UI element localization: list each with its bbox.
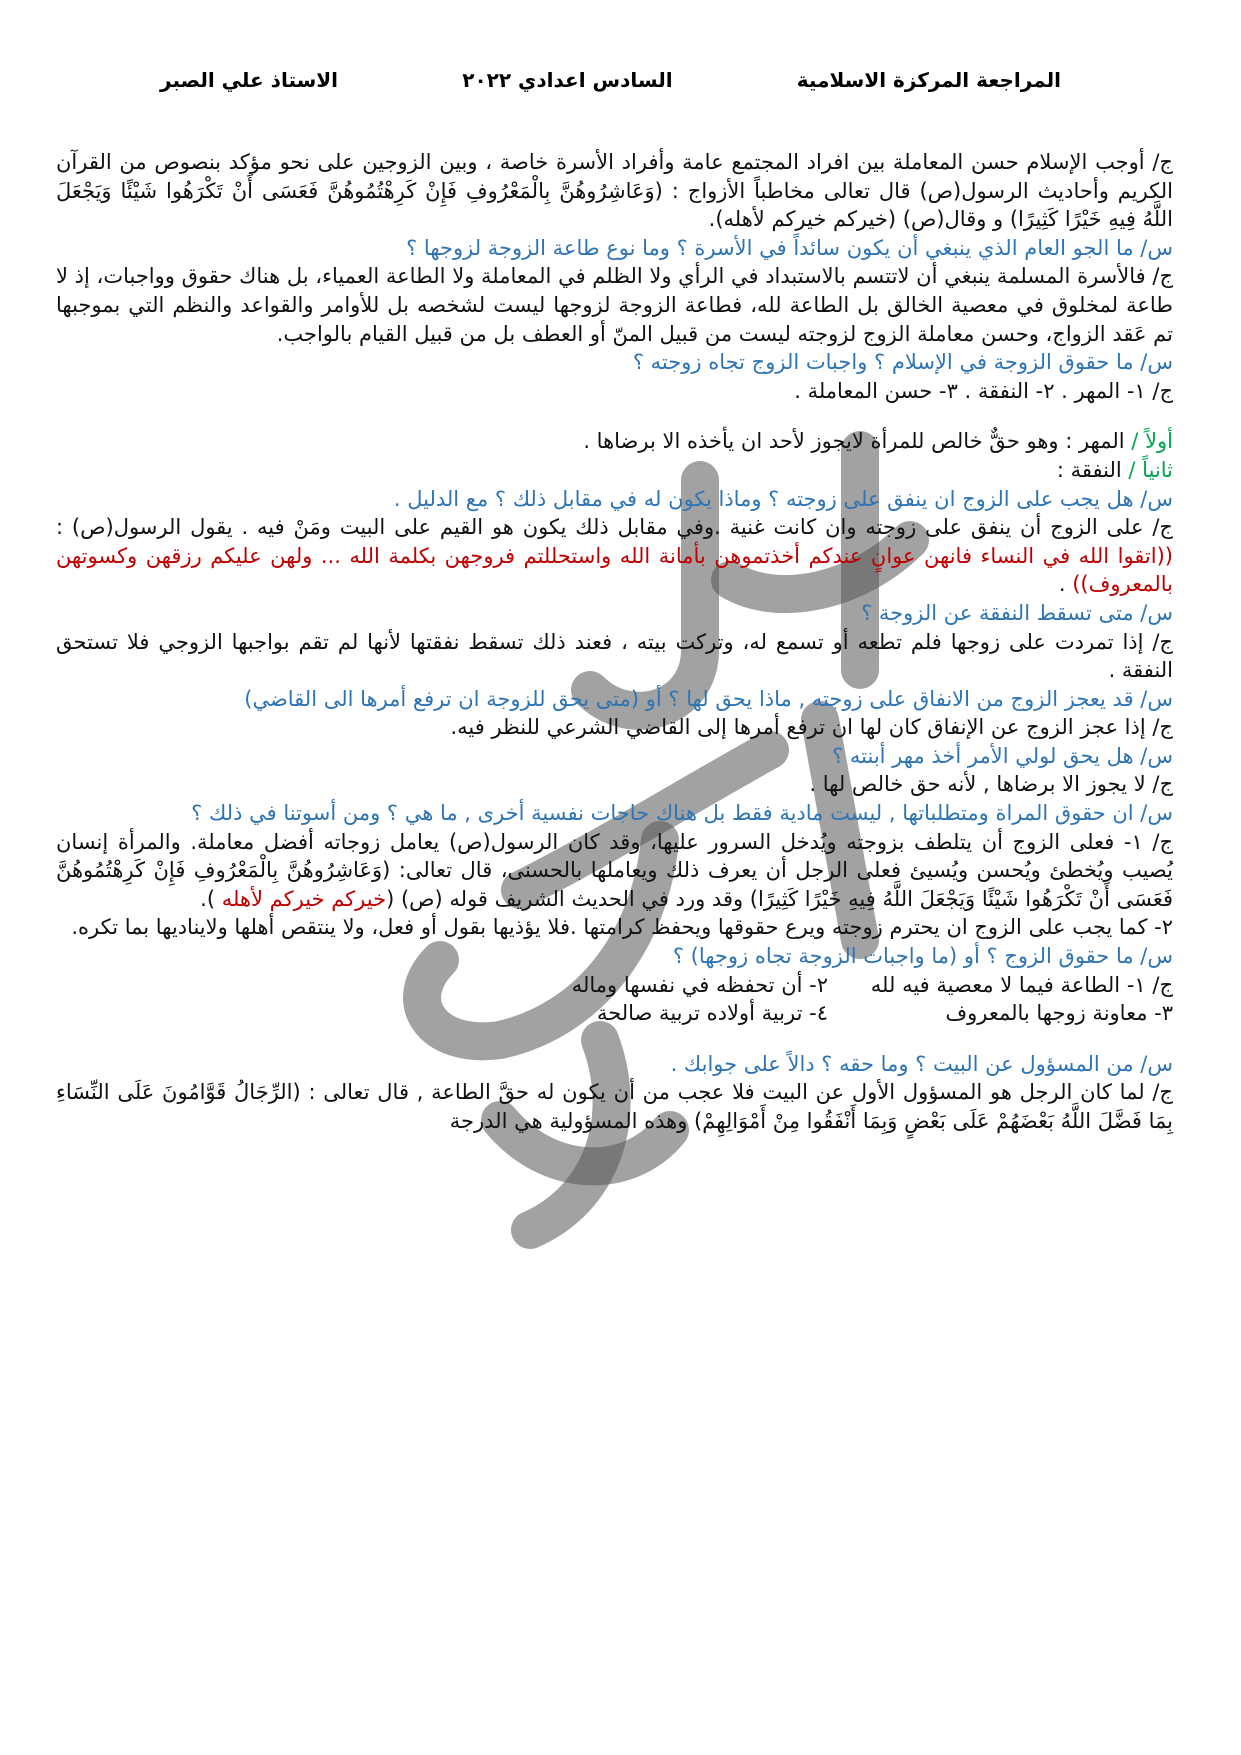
spacer	[56, 405, 1173, 427]
list-item: ج/ ١- الطاعة فيما لا معصية فيه لله	[870, 972, 1173, 997]
section-label: أولاً /	[1124, 429, 1173, 454]
header-subject: المراجعة المركزة الاسلامية	[796, 68, 1061, 92]
list-item: ٤- تربية أولاده تربية صالحة	[596, 1001, 828, 1026]
question-line: س/ قد يعجز الزوج من الانفاق على زوجته , ماذا يحق لها ؟ أو (متى يحق للزوجة ان ترفع أمرها الى القاضي)	[244, 686, 1173, 711]
document-body	[56, 148, 1173, 1136]
question-line: س/ ما حقوق الزوجة في الإسلام ؟ واجبات الزوج تجاه زوجته ؟	[632, 350, 1173, 375]
answer-paragraph: ج/ إذا عجز الزوج عن الإنفاق كان لها ان ترفع أمرها إلى القاضي الشرعي للنظر فيه.	[450, 715, 1173, 740]
answer-paragraph: ج/ أوجب الإسلام حسن المعاملة بين افراد المجتمع عامة وأفراد الأسرة خاصة ، وبين الزوجين على نحو مؤكد بنصوص من القرآن الكريم وأحاديث الرسول(ص) قال تعالى مخاطباً الأزواج : (وَعَاشِرُوهُنَّ بِالْمَعْرُوفِ فَإِنْ كَرِهْتُمُوهُنَّ فَعَسَى أَنْ تَكْرَهُوا شَيْئًا وَيَجْعَلَ اللَّهُ فِيهِ خَيْرًا كَثِيرًا) و وقال(ص) (خيركم خيركم لأهله).	[56, 150, 1173, 232]
answer-paragraph	[56, 828, 1173, 914]
answer-text: ج/ ١- فعلى الزوج أن يتلطف بزوجته ويُدخل السرور عليها، وقد كان الرسول(ص) يعامل زوجاته أفضل معاملة. والمرأة إنسان يُصيب ويُخطئ ويُحسن ويُسيئ فعلى الرجل أن يعرف ذلك ويعاملها بالحسنى، قال تعالى: (وَعَاشِرُوهُنَّ بِالْمَعْرُوفِ فَإِنْ كَرِهْتُمُوهُنَّ فَعَسَى أَنْ تَكْرَهُوا شَيْئًا وَيَجْعَلَ اللَّهُ فِيهِ خَيْرًا كَثِيرًا) وقد ورد في الحديث الشريف قوله (ص) (	[56, 829, 1173, 911]
question-line: س/ ما الجو العام الذي ينبغي أن يكون سائداً في الأسرة ؟ وما نوع طاعة الزوجة لزوجها ؟	[406, 235, 1173, 260]
list-item: ٣- معاونة زوجها بالمعروف	[945, 1001, 1173, 1026]
answer-paragraph: ج/ إذا تمردت على زوجها فلم تطعه أو تسمع له، وتركت بيته ، فعند ذلك تسقط نفقتها لأنها لم تقم بواجبها الزوجي فلا تستحق النفقة .	[56, 629, 1173, 683]
question-line: س/ ان حقوق المراة ومتطلباتها , ليست مادية فقط بل هناك حاجات نفسية أخرى , ما هي ؟ ومن أسوتنا في ذلك ؟	[191, 801, 1173, 826]
section-label: ثانياً /	[1121, 457, 1173, 482]
answer-text: ج/ على الزوج أن ينفق على زوجته وان كانت غنية .وفي مقابل ذلك يكون هو القيم على البيت ومَنْ فيه . يقول الرسول(ص) :	[56, 515, 1173, 540]
answer-paragraph: ج/ فالأسرة المسلمة ينبغي أن لاتتسم بالاستبداد في الرأي ولا الظلم في المعاملة ولا الطاعة العمياء، بل هناك حقوق وواجبات، إذ لا طاعة لمخلوق في معصية الخالق بل الطاعة لله، فطاعة الزوجة لزوجها ليست لشخصه بل للأوامر والقواعد والنظم التي بموجبها تم عَقد الزواج، وحسن معاملة الزوج لزوجته ليست من قبيل المنّ أو العطف بل من قبيل القيام بالواجب.	[56, 264, 1173, 346]
question-line: س/ هل يحق لولي الأمر أخذ مهر أبنته ؟	[832, 743, 1173, 768]
section-line	[56, 427, 1173, 456]
answer-paragraph: ٢- كما يجب على الزوج ان يحترم زوجته ويرع حقوقها ويحفظ كرامتها .فلا يؤذيها بقول أو فعل، ولا ينتقص أهلها ولايناديها بما تكره.	[71, 915, 1173, 940]
section-text: المهر : وهو حقٌّ خالص للمرأة لايجوز لأحد ان يأخذه الا برضاها .	[583, 429, 1125, 454]
hadith-quote: ((اتقوا الله في النساء فانهن عوانٍ عندكم أخذتموهن بأمانة الله واستحللتم فروجهن بكلمة الله ... ولهن عليكم رزقهن وكسوتهن بالمعروف))	[56, 543, 1173, 597]
page-header	[160, 68, 1061, 108]
list-item: ٢- أن تحفظه في نفسها وماله	[571, 972, 828, 997]
question-line: س/ هل يجب على الزوج ان ينفق على زوجته ؟ وماذا يكون له في مقابل ذلك ؟ مع الدليل .	[393, 486, 1173, 511]
question-line: س/ متى تسقط النفقة عن الزوجة ؟	[861, 600, 1173, 625]
answer-paragraph: ج/ لما كان الرجل هو المسؤول الأول عن البيت فلا عجب من أن يكون له حقَّ الطاعة , قال تعالى : (الرِّجَالُ قَوَّامُونَ عَلَى النِّسَاءِ بِمَا فَضَّلَ اللَّهُ بَعْضَهُمْ عَلَى بَعْضٍ وَبِمَا أَنْفَقُوا مِنْ أَمْوَالِهِمْ) وهذه المسؤولية هي الدرجة	[56, 1080, 1173, 1133]
answer-tail: ).	[200, 886, 222, 911]
answer-paragraph	[56, 513, 1173, 599]
answer-tail: .	[1058, 572, 1073, 597]
answer-paragraph: ج/ لا يجوز الا برضاها , لأنه حق خالص لها .	[809, 772, 1173, 797]
section-text: النفقة :	[1056, 457, 1122, 482]
list-row	[56, 999, 1173, 1028]
hadith-quote: خيركم خيركم لأهله	[221, 886, 387, 911]
question-line: س/ ما حقوق الزوج ؟ أو (ما واجبات الزوجة تجاه زوجها) ؟	[672, 944, 1173, 969]
section-line	[56, 456, 1173, 485]
question-line: س/ من المسؤول عن البيت ؟ وما حقه ؟ دالاً على جوابك .	[670, 1051, 1173, 1076]
header-grade: السادس اعدادي ٢٠٢٢	[462, 68, 673, 92]
answer-paragraph: ج/ ١- المهر . ٢- النفقة . ٣- حسن المعاملة .	[794, 378, 1173, 403]
spacer	[56, 1028, 1173, 1050]
list-row	[56, 971, 1173, 1000]
header-teacher: الاستاذ علي الصبر	[160, 68, 339, 92]
